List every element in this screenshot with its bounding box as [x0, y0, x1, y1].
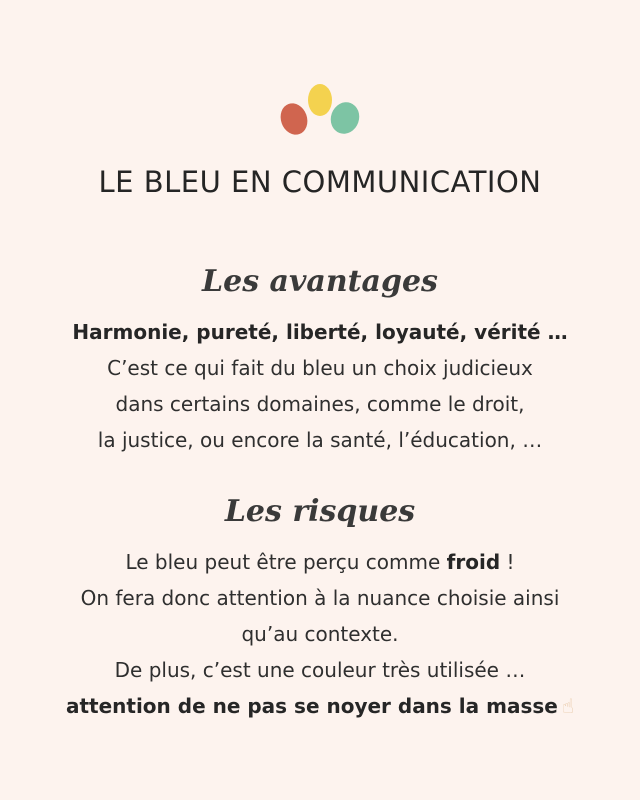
froid-word: froid — [446, 550, 501, 574]
avantages-text — [0, 314, 640, 458]
logo-dots-icon — [277, 82, 363, 138]
risques-line-1 — [0, 544, 640, 580]
risques-heading: Les risques — [224, 494, 416, 529]
risques-line-2: On fera donc attention à la nuance choisie ainsi — [80, 586, 560, 610]
risques-line-1-end: ! — [500, 550, 515, 574]
risques-final-bold: attention de ne pas se noyer dans la masse — [65, 694, 558, 718]
avantages-line-1: C’est ce qui fait du bleu un choix judicieux — [107, 356, 533, 380]
avantages-line-3: la justice, ou encore la santé, l’éducation, … — [97, 428, 543, 452]
logo-dots — [277, 82, 363, 138]
risques-text — [0, 544, 640, 724]
avantages-line-2: dans certains domaines, comme le droit, — [115, 392, 525, 416]
yellow-dot — [308, 84, 332, 116]
green-dot — [326, 98, 363, 138]
avantages-heading: Les avantages — [202, 264, 438, 299]
page-title: LE BLEU EN COMMUNICATION — [98, 165, 542, 199]
risques-line-4: De plus, c’est une couleur très utilisée … — [114, 658, 526, 682]
risques-line-1-start: Le bleu peut être perçu comme — [125, 550, 447, 574]
risques-line-3: qu’au contexte. — [241, 622, 399, 646]
pointing-up-icon: ☝ — [561, 694, 575, 718]
avantages-lead: Harmonie, pureté, liberté, loyauté, vérité … — [72, 320, 568, 344]
red-dot — [277, 100, 312, 138]
risques-final-line — [0, 688, 640, 724]
